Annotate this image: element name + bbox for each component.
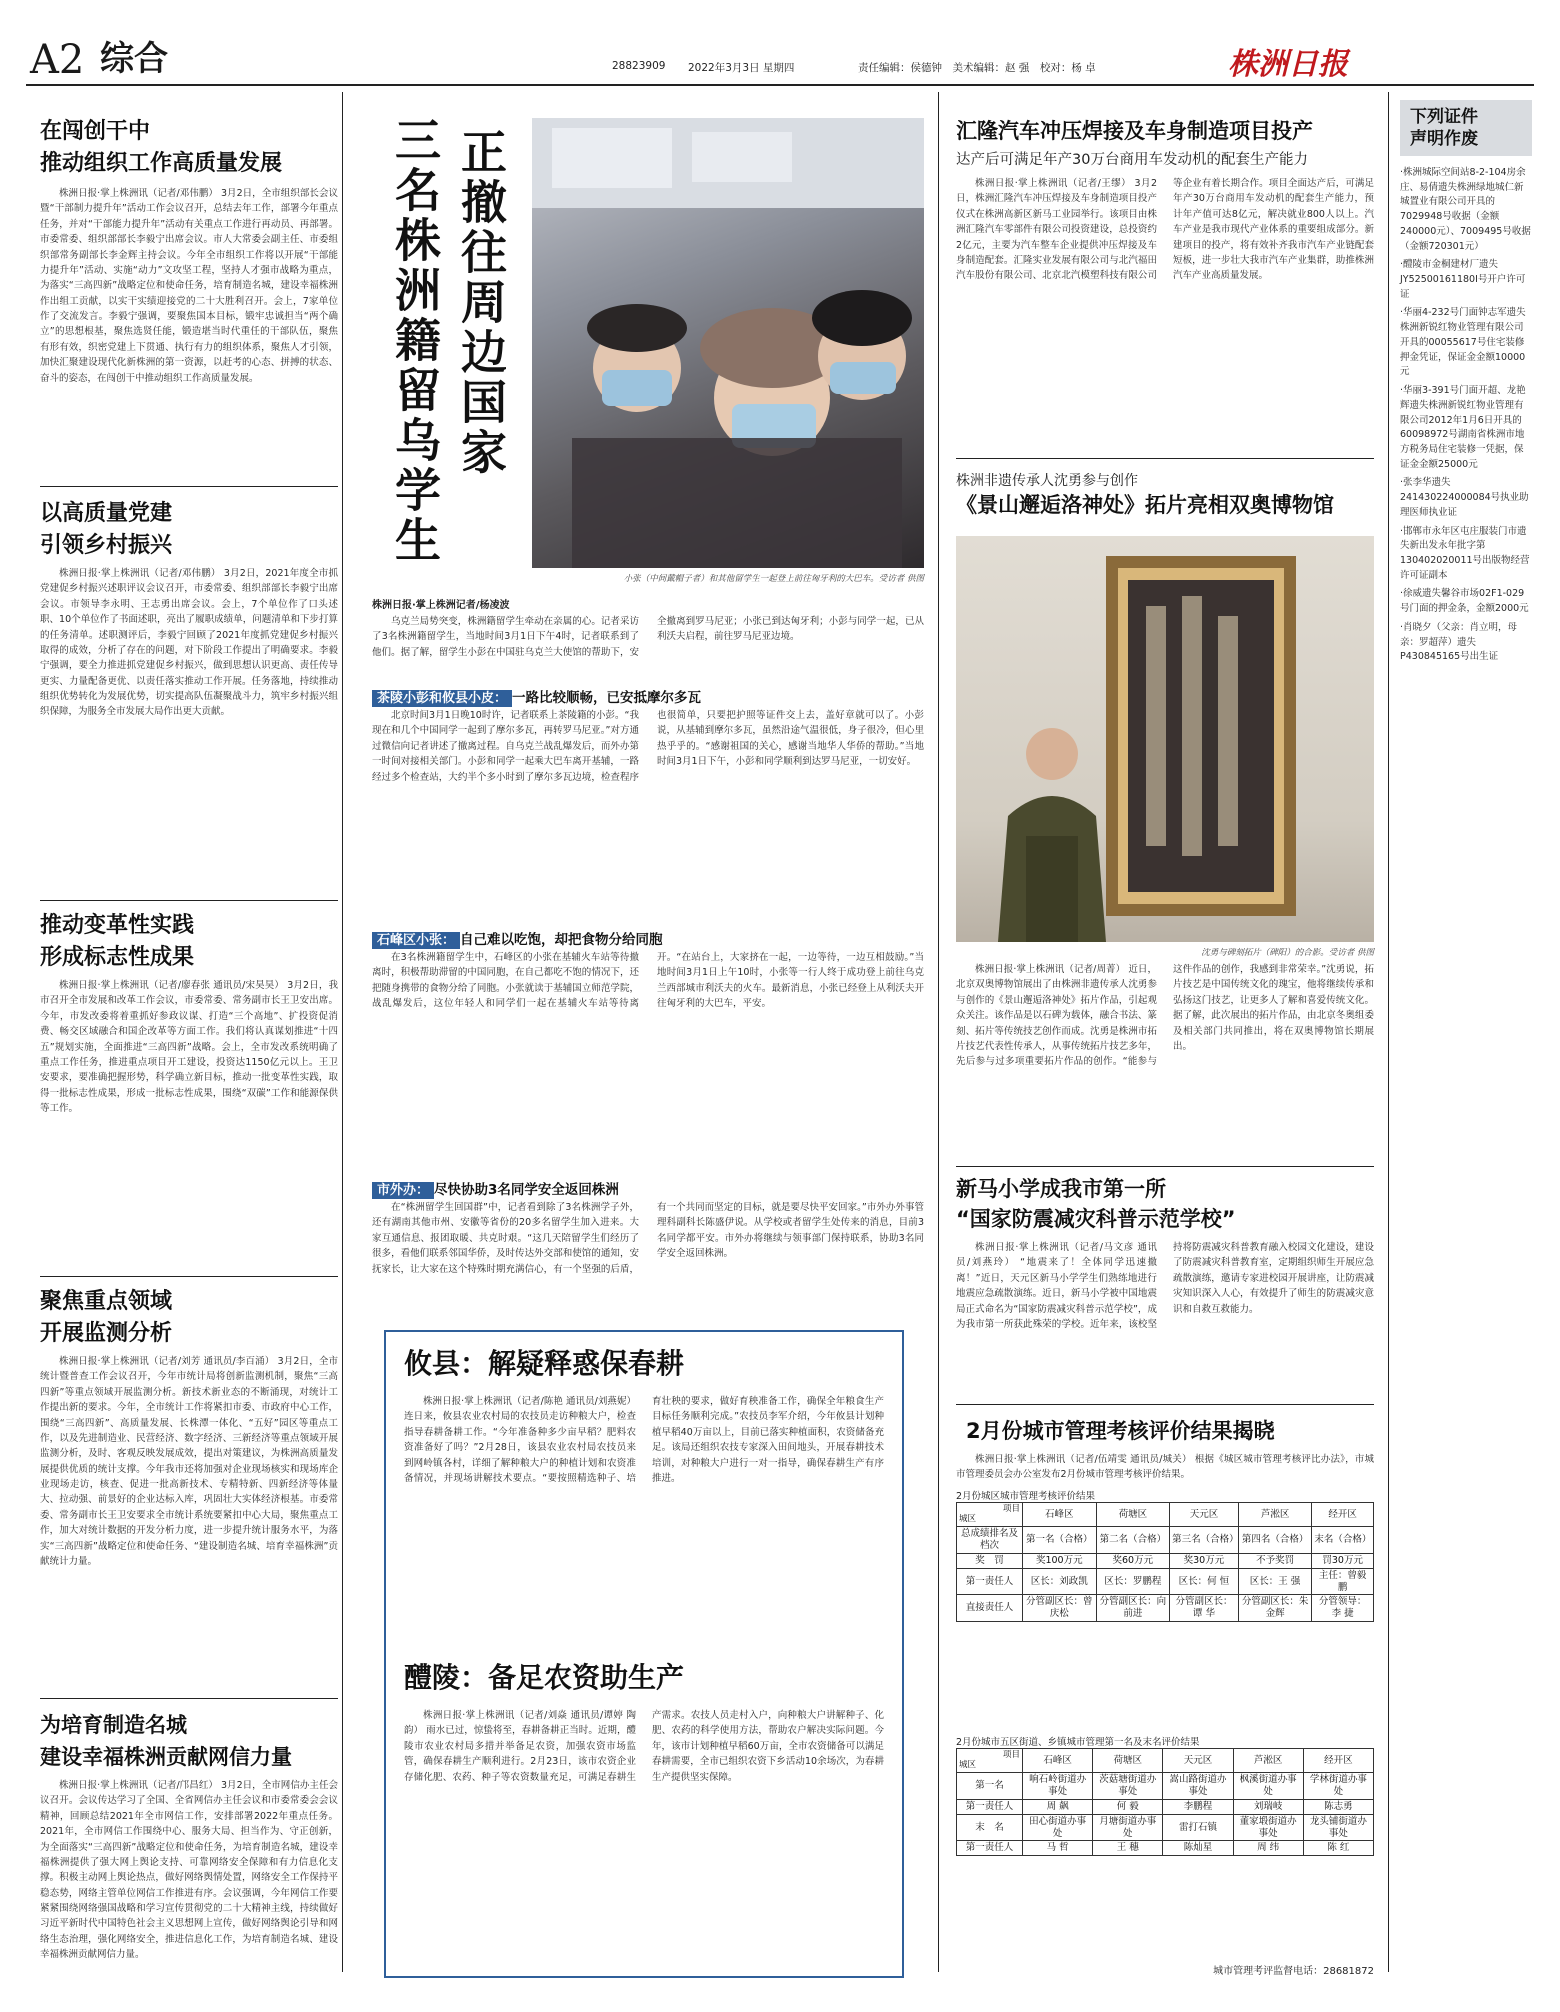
subhead-2-text: 自己难以吃饱，却把食物分给同胞 bbox=[460, 932, 663, 948]
feature-subhead-3 bbox=[372, 1178, 619, 1198]
headline-wangxin-1: 为培育制造名城 bbox=[40, 1713, 187, 1737]
body-chengguan: 株洲日报·掌上株洲讯（记者/伍靖雯 通讯员/城关） 根据《城区城市管理考核评比办法》，市城市管理委员会办公室发布2月份城市管理考核评价结果。 bbox=[956, 1454, 1374, 1481]
table2-col: 天元区 bbox=[1163, 1749, 1233, 1773]
header-phone: 28823909 bbox=[612, 60, 666, 72]
headline-fagai-2: 形成标志性成果 bbox=[40, 945, 195, 970]
feature-body-1: 北京时间3月1日晚10时许，记者联系上茶陵籍的小彭。“我现在和几个中国同学一起到了摩尔多瓦，再转罗马尼亚。”对方通过微信向记者讲述了撤离过程。自乌克兰战乱爆发后，而外办第一时间对接相关部门。小彭和同学一起乘大巴车离开基辅，一路经过多个检查站，大约半个多小时到了摩尔多瓦边境，检查程序也很简单，只要把护照等证件交上去，盖好章就可以了。小彭说，从基辅到摩尔多瓦，虽然沿途气温很低，身子很冷，但心里热乎乎的。“感谢祖国的关心，感谢当地华人华侨的帮助。”当地时间3月1日下午，小彭和同学顺利到达罗马尼亚，一切安好。 bbox=[372, 710, 924, 783]
headline-tongji-2: 开展监测分析 bbox=[40, 1321, 173, 1346]
table-row: 总成绩排名及档次 第一名（合格） 第二名（合格） 第三名（合格） 第四名（合格） 末名（合格） bbox=[957, 1527, 1374, 1554]
feature-headline-1: 正撤往周边国家 bbox=[454, 128, 508, 478]
headline-chengguan: 2月份城市管理考核评价结果揭晓 bbox=[966, 1419, 1275, 1443]
body-huilong: 株洲日报·掌上株洲讯（记者/王缪） 3月2日，株洲汇隆汽车冲压焊接及车身制造项目投产仪式在株洲高新区新马工业园举行。该项目由株洲汇隆汽车零部件有限公司投资建设，总投资约2亿元，主要为汽车整车企业提供冲压焊接及车身制造配套。汇隆实业发展有限公司与北汽福田汽车股份有限公司、北京北汽模塑科技有限公司等企业有着长期合作。项目全面达产后，可满足年产30万台商用车发动机的配套生产能力，预计年产值可达8亿元，解决就业800人以上。汽车产业是我市现代产业体系的重要组成部分。新建项目的投产，将有效补齐我市汽车产业链配套短板，进一步壮大我市汽车产业集群，助推株洲汽车产业高质量发展。 bbox=[956, 178, 1374, 282]
headline-xiangcun-1: 以高质量党建 bbox=[40, 501, 173, 526]
headline-wangxin-2: 建设幸福株洲贡献网信力量 bbox=[40, 1745, 292, 1769]
notices-title-1: 下列证件 bbox=[1410, 107, 1478, 127]
subhead-3-text: 尽快协助3名同学安全返回株洲 bbox=[434, 1182, 619, 1198]
subhead-1-text: 一路比较顺畅，已安抵摩尔多瓦 bbox=[512, 690, 702, 706]
body-fagai: 株洲日报·掌上株洲讯（记者/廖春张 通讯员/宋昊昊） 3月2日，我市召开全市发展和改革工作会议，市委常委、常务副市长王卫安出席。今年，市发改委将着重抓好参政议谋、打造“三个高地”、扩投资促消费、畅交区域融合和国企改革等方面工作。我们将认真谋划推进“十四五”规划实施，全面推进“三高四新”战略。会上，全市发改系统明确了重点工作任务，推进重点项目开工建设，投资达1150亿元以上。王卫安要求，要准确把握形势，科学确立新目标，推动一批变革性实践，取得一批标志性成果，形成一批标志性成果，围绕“双碳”工作和能源保供等工作。 bbox=[40, 980, 338, 1114]
list-item: ·醴陵市金桐建材厂遗失JY52500161180I号开户许可证 bbox=[1400, 259, 1526, 300]
feature-photo bbox=[532, 118, 924, 568]
table2-col: 石峰区 bbox=[1023, 1749, 1093, 1773]
kicker-tapian: 株洲非遗传承人沈勇参与创作 bbox=[956, 473, 1138, 489]
body-wangxin: 株洲日报·掌上株洲讯（记者/邝昌红） 3月2日，全市网信办主任会议召开。会议传达学习了全国、全省网信办主任会议和市委常委会会议精神，回顾总结2021年全市网信工作，安排部署2022年重点任务。2021年，全市网信工作围绕中心、服务大局、担当作为、守正创新，为全面落实“三高四新”战略定位和使命任务，为培育制造名城，建设幸福株洲提供了强大网上舆论支持、可靠网络安全保障和有力信息化支撑。积极主动网上舆论热点，做好网络舆情处置，网络安全工作保持平稳态势，网络主管单位网信工作推进有序。会议强调，今年网信工作要紧紧围绕网络强国战略和学习宣传贯彻党的二十大精神主线，持续做好习近平新时代中国特色社会主义思想网上宣传，做好网络舆论引导和网络生态治理，强化网络安全，推进信息化工作，为培育制造名城、建设幸福株洲贡献网信力量。 bbox=[40, 1780, 338, 1961]
subhead-1-tag: 茶陵小彭和攸县小皮： bbox=[372, 690, 512, 707]
chengguan-footer: 城市管理考评监督电话：28681872 bbox=[1213, 1966, 1374, 1977]
list-item: ·肖晓夕（父亲：肖立明，母亲：罗超萍）遗失P430845165号出生证 bbox=[1400, 621, 1518, 663]
list-item: ·华丽4-232号门面钟志军遗失株洲新锐红物业管理有限公司开具的00055617号住宅装修押金凭证，保证金金额10000元 bbox=[1400, 307, 1526, 378]
list-item: ·华丽3-391号门面开超、龙艳辉遗失株洲新锐红物业管理有限公司2012年1月6日开具的60098972号湖南省株洲市地方税务局住宅装修一凭据，保证金金额25000元 bbox=[1400, 385, 1526, 470]
table1 bbox=[956, 1502, 1374, 1622]
table-row: 第一责任人 马 哲 王 穗 陈灿星 周 纬 陈 红 bbox=[957, 1841, 1374, 1856]
notices-header bbox=[1400, 100, 1532, 156]
notices-title-2: 声明作废 bbox=[1410, 129, 1478, 150]
table2-corner: 项目 城区 bbox=[957, 1749, 1023, 1773]
section-name: 综合 bbox=[100, 39, 168, 79]
table1-corner: 项目 城区 bbox=[957, 1503, 1023, 1527]
body-xinma: 株洲日报·掌上株洲讯（记者/马文彦 通讯员/刘燕玲） “地震来了！全体同学迅速撤离！”近日，天元区新马小学学生们熟练地进行地震应急疏散演练。近日，新马小学被中国地震局正式命名为“国家防震减灾科普示范学校”，成为我市第一所获此殊荣的学校。近年来，该校坚持将防震减灾科普教育融入校园文化建设，建设了防震减灾科普教育室，定期组织师生开展应急疏散演练，邀请专家进校园开展讲座，让防震减灾知识深入人心，有效提升了师生的防震减灾意识和自救互救能力。 bbox=[956, 1242, 1374, 1330]
body-tongji: 株洲日报·掌上株洲讯（记者/刘芳 通讯员/李百涌） 3月2日，全市统计暨普查工作会议召开，今年市统计局将创新监测机制，聚焦“三高四新”等重点领域开展监测分析。新技术新业态的不断涌现，对统计工作提出新的要求。今年，全市统计工作将紧扣市委、市政府中心工作，围绕“三高四新”、高质量发展、长株潭一体化、“五好”园区等重点工作，以及先进制造业、民营经济、数字经济、三新经济等重点领域开展监测分析，及时、客观反映发展成效，提出对策建议，为株洲高质量发展提供优质的统计支撑。今年我市还将加强对企业现场核实和现场库企业现场走访，核查、促进一批高新技术、专精特新、四新经济等体量大、拉动强、前景好的企业达标入库，巩固壮大实体经济根基。市委常委、常务副市长王卫安要求全市统计系统要紧扣中心大局，聚焦重点工作，加大对统计数据的开发分析力度，进一步提升统计服务水平，为落实“三高四新”战略定位和使命任务、“建设制造名城、培育幸福株洲”贡献统计力量。 bbox=[40, 1356, 338, 1567]
headline-tapian: 《景山邂逅洛神处》拓片亮相双奥博物馆 bbox=[956, 493, 1334, 517]
feature-subhead-2 bbox=[372, 928, 663, 948]
headline-xinma-2: “国家防震减灾科普示范学校” bbox=[956, 1207, 1236, 1231]
headline-liling: 醴陵：备足农资助生产 bbox=[404, 1661, 685, 1694]
notices-list bbox=[1400, 166, 1532, 669]
table-row: 第一责任人 区长：刘政凯 区长：罗鹏程 区长：何 恒 区长：王 强 主任：曾毅鹏 bbox=[957, 1568, 1374, 1595]
bus-passengers-illustration bbox=[532, 118, 924, 568]
feature-photo-caption: 小张（中间戴帽子者）和其他留学生一起登上前往匈牙利的大巴车。受访者 供图 bbox=[623, 574, 924, 584]
table2-col: 芦淞区 bbox=[1233, 1749, 1303, 1773]
header-editors: 责任编辑：侯德钟 美术编辑：赵 强 校对：杨 卓 bbox=[858, 62, 1096, 74]
subhead-2-tag: 石峰区小张： bbox=[372, 932, 460, 949]
table-row: 直接责任人 分管副区长：曾庆松 分管副区长：向前进 分管副区长：谭 华 分管副区长：朱金辉 分管领导：李 捷 bbox=[957, 1595, 1374, 1622]
headline-xinma-1: 新马小学成我市第一所 bbox=[956, 1177, 1166, 1201]
feature-body-2: 在3名株洲籍留学生中，石峰区的小张在基辅火车站等待撤离时，积极帮助滞留的中国同胞，在自己都吃不饱的情况下，还把随身携带的食物分给了同胞。小张就读于基辅国立师范学院，战乱爆发后，这位年轻人和同学们一起在基辅火车站等待离开。“在站台上，大家挤在一起，一边等待，一边互相鼓励。”当地时间3月1日上午10时，小张等一行人终于成功登上前往乌克兰西部城市利沃夫的火车。最新消息，小张已经登上从利沃夫开往匈牙利的大巴车，平安。 bbox=[372, 952, 924, 1010]
tapian-photo-caption: 沈勇与碑刻拓片（碑阳）的合影。受访者 供图 bbox=[1201, 948, 1374, 958]
page-number: A2 bbox=[30, 37, 85, 83]
feature-headline-2: 三名株洲籍留乌学生 bbox=[388, 116, 442, 566]
headline-youxian: 攸县：解疑释惑保春耕 bbox=[404, 1347, 685, 1380]
list-item: ·株洲城际空间站8-2-104房余庄、易倩遗失株洲绿地城仁新城置业有限公司开具的7029948号收据（金额240000元）、7009495号收据（金额720301元） bbox=[1400, 167, 1531, 252]
table-row: 第一名 响石岭街道办事处 茨菇塘街道办事处 嵩山路街道办事处 枫溪街道办事处 学林街道办事处 bbox=[957, 1773, 1374, 1800]
table1-col: 经开区 bbox=[1312, 1503, 1374, 1527]
table1-col: 天元区 bbox=[1170, 1503, 1239, 1527]
subtitle-huilong: 达产后可满足年产30万台商用车发动机的配套生产能力 bbox=[956, 152, 1308, 168]
header-date: 2022年3月3日 星期四 bbox=[688, 62, 795, 74]
headline-xiangcun-2: 引领乡村振兴 bbox=[40, 533, 173, 558]
list-item: ·邯郸市永年区屯庄服装门市遗失新出发永年批字第130402020011号出版物经营许可证副本 bbox=[1400, 525, 1530, 581]
body-zuzhi: 株洲日报·掌上株洲讯（记者/邓伟鹏） 3月2日，全市组织部长会议暨“干部制力提升年”活动工作会议召开，总结去年工作，部署今年重点任务，并对“干部能力提升年”活动有关重点工作进行再动员、再部署。市委常委、组织部部长李毅宁出席会议。市人大常委会副主任、市委组织部常务副部长李金辉主持会议。今年全市组织工作将以开展“干部能力提升年”活动、实施“动力”文攻坚工程，坚持人才强市战略为重点，为落实“三高四新”战略定位和使命任务，培育制造名城，建设幸福株洲作出组工贡献，以实干实绩迎接党的二十大胜利召开。会上，7家单位作了交流发言。李毅宁强调，要聚焦国本目标，锻牢忠诚担当“两个确立”的思想根基，聚焦选贤任能，锻造堪当时代重任的干部队伍，聚焦有形有效，织密党建上下贯通、执行有力的组织体系，聚焦人才引领，加快汇聚建设现代化新株洲的第一资源，以赶考的心态、拼搏的状态、奋斗的姿态，在闯创干中推动组织工作高质量发展。 bbox=[40, 188, 338, 384]
headline-zuzhi-1: 在闯创干中 bbox=[40, 119, 151, 144]
table2 bbox=[956, 1748, 1374, 1856]
table1-col: 石峰区 bbox=[1023, 1503, 1097, 1527]
body-liling: 株洲日报·掌上株洲讯（记者/刘焱 通讯员/谭婷 陶韵） 雨水已过，惊蛰将至，春耕备耕正当时。近期，醴陵市农业农村局多措并举备足农资，加强农资市场监管，确保春耕生产顺利进行。2月23日，该市农资企业存储化肥、农药、种子等农资数量充足，可满足春耕生产需求。农技人员走村入户，向种粮大户讲解种子、化肥、农药的科学使用方法，帮助农户解决实际问题。今年，该市计划种植早稻60万亩，全市农资储备可以满足春耕需要，全市已组织农资下乡活动10余场次，为春耕生产提供坚实保障。 bbox=[404, 1710, 884, 1783]
table1-col: 荷塘区 bbox=[1096, 1503, 1170, 1527]
tapian-photo bbox=[956, 536, 1374, 942]
body-tapian: 株洲日报·掌上株洲讯（记者/周菁） 近日，北京双奥博物馆展出了由株洲非遗传承人沈勇参与创作的《景山邂逅洛神处》拓片作品，引起观众关注。该作品是以石碑为载体，融合书法、篆刻、拓片等传统技艺创作而成。沈勇是株洲市拓片技艺代表性传承人，从事传统拓片技艺多年，先后参与过多项重要拓片作品的创作。“能参与这件作品的创作，我感到非常荣幸。”沈勇说，拓片技艺是中国传统文化的瑰宝，他将继续传承和弘扬这门技艺，让更多人了解和喜爱传统文化。据了解，此次展出的拓片作品，由北京冬奥组委及相关部门共同推出，将在双奥博物馆长期展出。 bbox=[956, 964, 1374, 1068]
table1-col: 芦淞区 bbox=[1238, 1503, 1312, 1527]
headline-zuzhi-2: 推动组织工作高质量发展 bbox=[40, 151, 283, 176]
feature-byline: 株洲日报·掌上株洲记者/杨凌波 bbox=[372, 600, 510, 611]
table-row: 第一责任人 周 飙 何 毅 李鹏程 刘瑞岐 陈志勇 bbox=[957, 1799, 1374, 1814]
list-item: ·徐威遗失馨谷市场02F1-029号门面的押金条，金额2000元 bbox=[1400, 588, 1529, 615]
feature-intro: 乌克兰局势突变，株洲籍留学生牵动在亲属的心。记者采访了3名株洲籍留学生，当地时间3月1日下午4时，记者联系到了他们。据了解，留学生小彭在中国驻乌克兰大使馆的帮助下，安全撤离到罗马尼亚；小张已到达匈牙利；小彭与同学一起，已从利沃夫启程，前往罗马尼亚边境。 bbox=[372, 616, 924, 658]
table2-title: 2月份城市五区街道、乡镇城市管理第一名及末名评价结果 bbox=[956, 1737, 1200, 1748]
table2-col: 荷塘区 bbox=[1093, 1749, 1163, 1773]
table-row: 奖 罚 奖100万元 奖60万元 奖30万元 不予奖罚 罚30万元 bbox=[957, 1553, 1374, 1568]
body-xiangcun: 株洲日报·掌上株洲讯（记者/邓伟鹏） 3月2日，2021年度全市抓党建促乡村振兴述职评议会议召开，市委常委、组织部部长李毅宁出席会议。市领导李永明、王志勇出席会议。会上，7个单位作了口头述职、10个单位作了书面述职，亮出了履职成绩单，问题清单和下步打算的任务清单。述职测评后，李毅宁回顾了2021年度抓党建促乡村振兴取得的成效，分析了存在的问题，对下阶段工作提出了明确要求。李毅宁强调，要全力推进抓党建促乡村振兴，做到思想认识更高、责任传导更实、力量配备更优、以责任落实推动工作开展。任务落地，持续推动组织优势转化为发展优势，切实提高队伍凝聚战斗力，筑牢乡村振兴组织保障，为服务全市发展大局作出更大贡献。 bbox=[40, 568, 338, 718]
table2-col: 经开区 bbox=[1303, 1749, 1373, 1773]
feature-body-3: 在“株洲留学生回国群”中，记者看到除了3名株洲学子外，还有湖南其他市州、安徽等省份的20多名留学生加入进来。大家互通信息、报团取暖、共克时艰。“这几天陪留学生们经历了很多，看他们联系邻国华侨，及时传达外交部和使馆的通知，安抚家长，让大家在这个特殊时期充满信心，有一个坚强的后盾，有一个共同而坚定的目标，就是要尽快平安回家。”市外办外事管理科副科长陈盛伊说。从学校或者留学生处传来的消息，目前3名同学都平安。市外办将继续与领事部门保持联系，协助3名同学安全返回株洲。 bbox=[372, 1202, 924, 1275]
headline-fagai-1: 推动变革性实践 bbox=[40, 913, 195, 938]
table1-title: 2月份城区城市管理考核评价结果 bbox=[956, 1491, 1096, 1502]
subhead-3-tag: 市外办： bbox=[372, 1182, 434, 1199]
list-item: ·张李华遗失241430224000084号执业助理医师执业证 bbox=[1400, 477, 1529, 518]
rubbing-exhibit-illustration bbox=[956, 536, 1374, 942]
table-row: 末 名 田心街道办事处 月塘街道办事处 雷打石镇 董家塅街道办事处 龙头铺街道办事处 bbox=[957, 1814, 1374, 1841]
headline-huilong: 汇隆汽车冲压焊接及车身制造项目投产 bbox=[956, 119, 1313, 143]
body-youxian: 株洲日报·掌上株洲讯（记者/陈艳 通讯员/刘燕妮） 连日来，攸县农业农村局的农技员走访种粮大户，检查指导春耕备耕工作。“今年准备种多少亩早稻？肥料农资准备好了吗？”2月28日，该县农业农村局农技员来到网岭镇各村，详细了解种粮大户的种植计划和农资准备情况，并现场讲解技术要点。“要按照精选种子、培育壮秧的要求，做好育秧准备工作，确保全年粮食生产目标任务顺利完成。”农技员李军介绍，今年攸县计划种植早稻40万亩以上，目前已落实种植面积，农资储备充足。该局还组织农技专家深入田间地头，开展春耕技术培训，对种粮大户进行一对一指导，确保春耕生产有序推进。 bbox=[404, 1396, 884, 1484]
feature-subhead-1 bbox=[372, 686, 701, 706]
headline-tongji-1: 聚焦重点领域 bbox=[40, 1289, 173, 1314]
newspaper-logo: 株洲日报 bbox=[1228, 47, 1348, 82]
